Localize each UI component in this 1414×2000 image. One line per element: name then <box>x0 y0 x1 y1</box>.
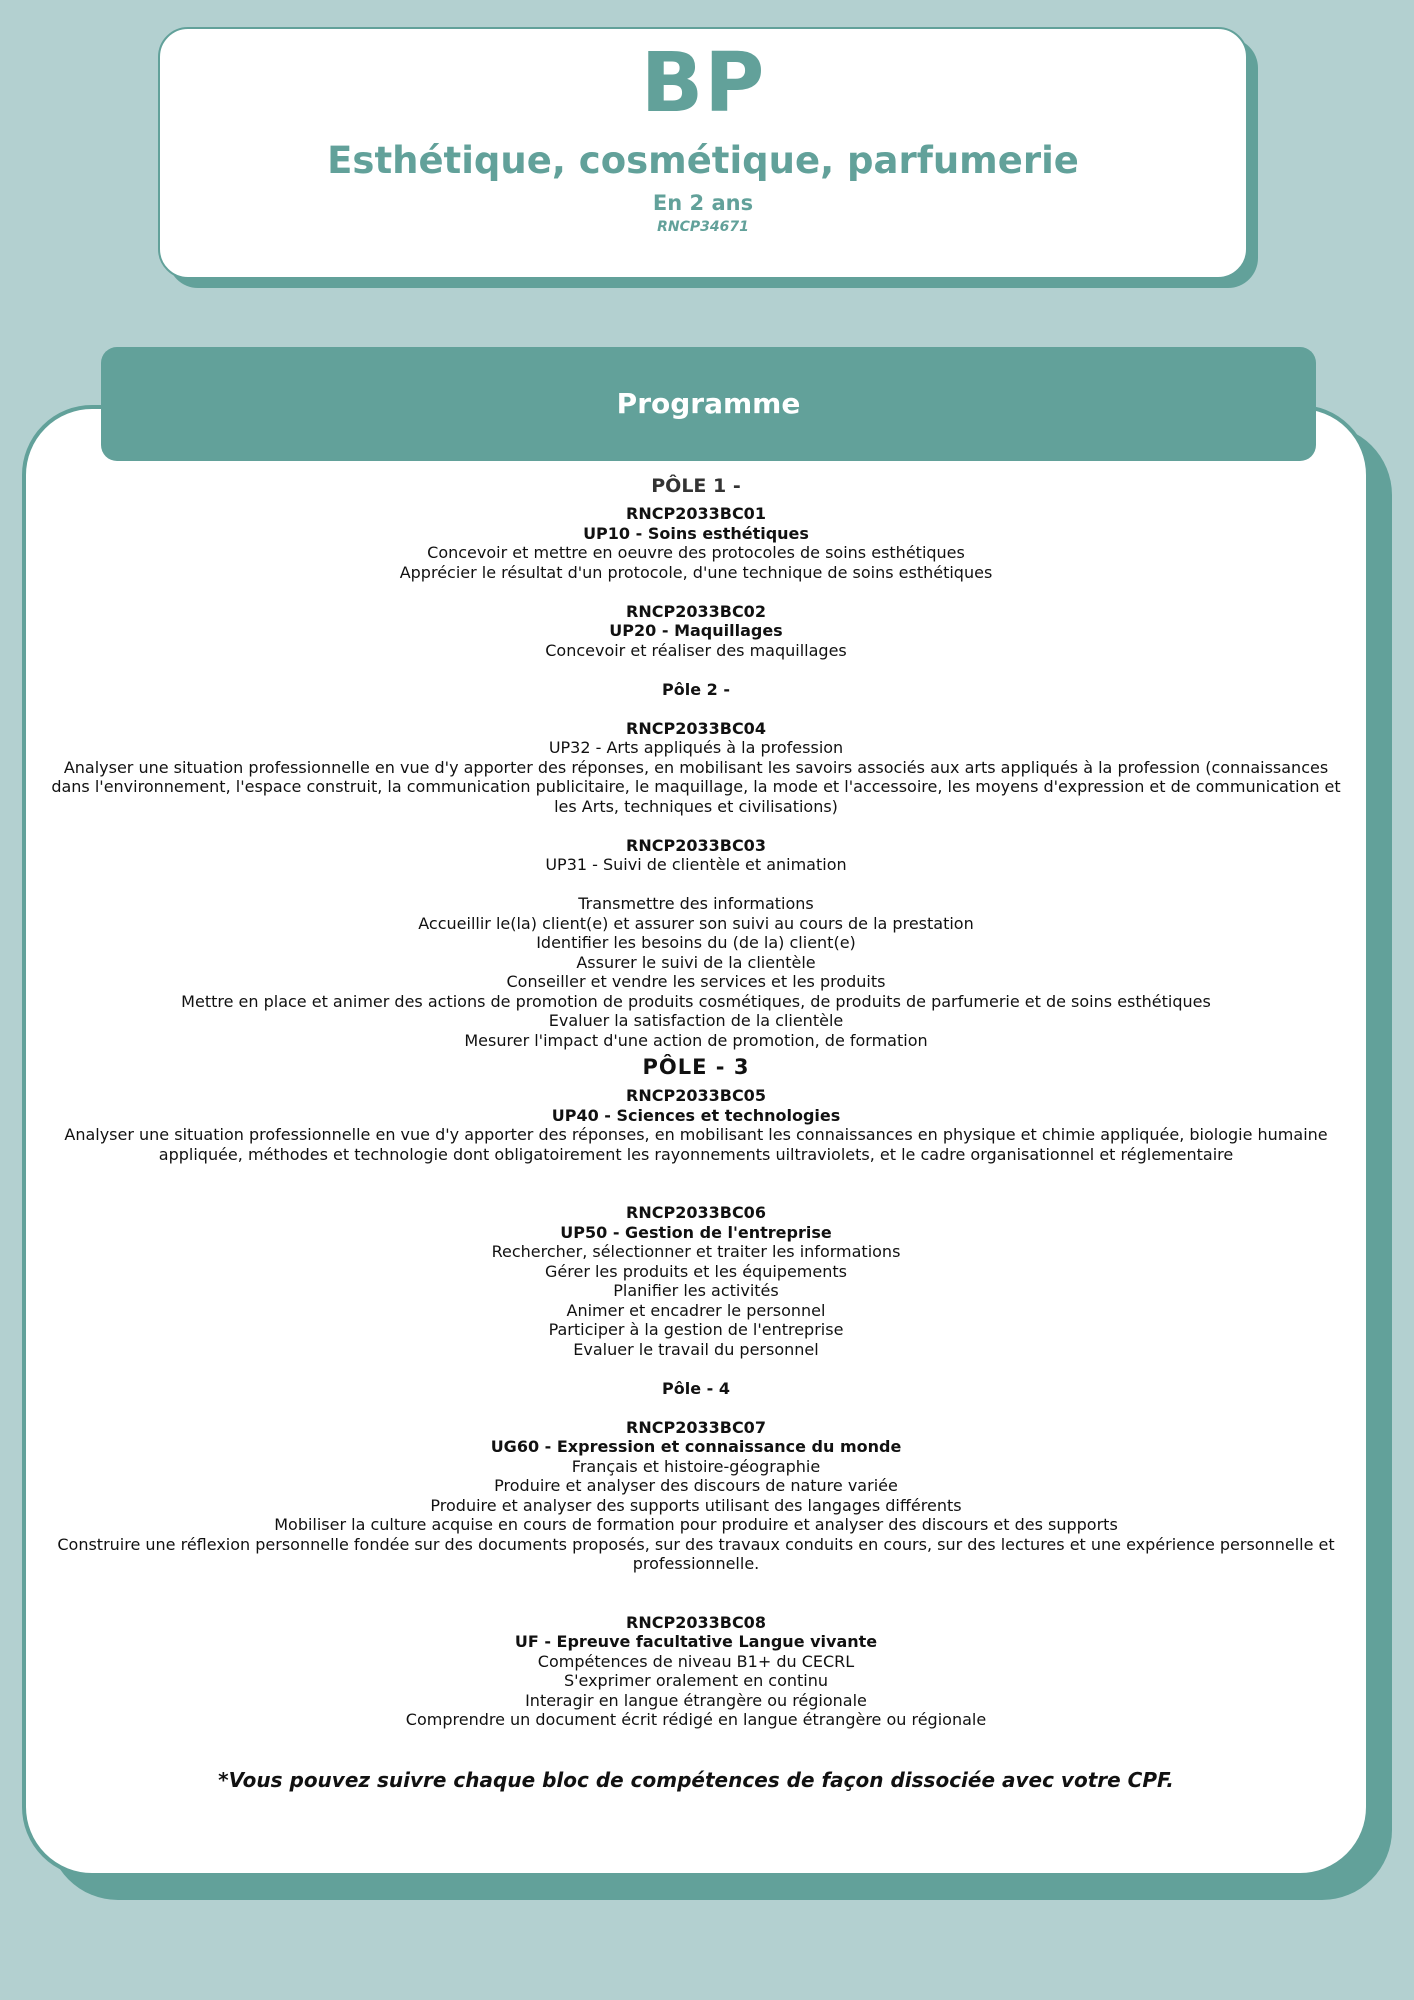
block-code: RNCP2033BC07 <box>626 1417 766 1437</box>
block-item: Assurer le suivi de la clientèle <box>576 952 816 972</box>
block-item: Mesurer l'impact d'une action de promotion, de formation <box>464 1030 928 1050</box>
block-item: Apprécier le résultat d'un protocole, d'une technique de soins esthétiques <box>399 562 993 582</box>
block-bc07 <box>44 1418 1348 1574</box>
block-bc06 <box>44 1203 1348 1359</box>
block-code: RNCP2033BC02 <box>626 601 766 621</box>
block-code: RNCP2033BC08 <box>626 1612 766 1632</box>
block-bc05 <box>44 1086 1348 1164</box>
cpf-note: *Vous pouvez suivre chaque bloc de compétences de façon dissociée avec votre CPF. <box>218 1768 1174 1792</box>
block-item: Conseiller et vendre les services et les produits <box>506 972 886 991</box>
block-item: Rechercher, sélectionner et traiter les informations <box>491 1242 901 1261</box>
block-item: Planifier les activités <box>613 1281 779 1300</box>
block-title: UP32 - Arts appliqués à la profession <box>548 738 844 757</box>
diploma-acronym: BP <box>640 36 766 131</box>
block-item: Identifier les besoins du (de la) client(e) <box>536 933 856 952</box>
block-item: Gérer les produits et les équipements <box>545 1261 847 1281</box>
block-item: Mobiliser la culture acquise en cours de formation pour produire et analyser des discours et des supports <box>274 1515 1118 1534</box>
block-item: Participer à la gestion de l'entreprise <box>548 1320 844 1339</box>
block-item: Animer et encadrer le personnel <box>566 1300 826 1320</box>
pole-1-heading: PÔLE 1 - <box>651 475 741 497</box>
block-item: Evaluer la satisfaction de la clientèle <box>548 1011 844 1030</box>
block-code: RNCP2033BC05 <box>626 1086 766 1105</box>
block-item: Mettre en place et animer des actions de promotion de produits cosmétiques, de produits de parfumerie et de soins esthétiques <box>181 991 1211 1011</box>
block-code: RNCP2033BC03 <box>626 835 766 855</box>
duration: En 2 ans <box>652 191 754 216</box>
block-item: Construire une réflexion personnelle fondée sur des documents proposés, sur des travaux conduits en cours, sur des lectures et une expérience personnelle et professionnelle. <box>57 1534 1335 1573</box>
block-title: UP50 - Gestion de l'entreprise <box>560 1222 832 1242</box>
block-bc03 <box>44 836 1348 1051</box>
block-item: Accueillir le(la) client(e) et assurer son suivi au cours de la prestation <box>418 913 974 933</box>
diploma-title: Esthétique, cosmétique, parfumerie <box>327 139 1079 182</box>
block-title: UP31 - Suivi de clientèle et animation <box>545 855 847 874</box>
pole-3-heading: PÔLE - 3 <box>642 1055 750 1079</box>
block-title: UP10 - Soins esthétiques <box>583 523 809 543</box>
block-item: Produire et analyser des supports utilisant des langages différents <box>430 1495 962 1515</box>
block-code: RNCP2033BC06 <box>626 1203 766 1222</box>
block-item: Produire et analyser des discours de nature variée <box>494 1476 898 1495</box>
block-item: S'exprimer oralement en continu <box>563 1671 829 1690</box>
block-item: Compétences de niveau B1+ du CECRL <box>537 1651 855 1671</box>
block-bc01 <box>44 504 1348 582</box>
block-code: RNCP2033BC01 <box>626 504 766 523</box>
block-item: Comprendre un document écrit rédigé en langue étrangère ou régionale <box>405 1710 987 1729</box>
block-item: Interagir en langue étrangère ou régionale <box>525 1690 867 1710</box>
block-title: UP40 - Sciences et technologies <box>551 1105 841 1125</box>
programme-banner: Programme <box>101 347 1316 461</box>
block-item: Evaluer le travail du personnel <box>573 1339 819 1359</box>
block-title: UP20 - Maquillages <box>609 621 783 640</box>
block-item: Transmettre des informations <box>578 894 814 913</box>
rncp-code: RNCP34671 <box>657 219 749 236</box>
programme-content <box>44 472 1348 1791</box>
block-item: Analyser une situation professionnelle en vue d'y apporter des réponses, en mobilisant les savoirs associés aux arts appliqués à la profession (connaissances dans l'environnement, l'espace construit, la communication publicitaire, le maquillage, la mode et l'accessoire, les moyens d'expression et de communication et les Arts, techniques et civilisations) <box>51 757 1341 816</box>
block-title: UG60 - Expression et connaissance du monde <box>490 1437 902 1456</box>
block-code: RNCP2033BC04 <box>626 718 766 738</box>
pole-2-heading: Pôle 2 - <box>662 679 730 699</box>
block-item: Concevoir et mettre en oeuvre des protocoles de soins esthétiques <box>427 543 965 562</box>
pole-4-heading: Pôle - 4 <box>662 1378 730 1398</box>
block-item: Concevoir et réaliser des maquillages <box>545 640 847 660</box>
block-title: UF - Epreuve facultative Langue vivante <box>514 1632 878 1651</box>
header-card <box>158 27 1248 279</box>
block-bc08 <box>44 1613 1348 1730</box>
block-bc04 <box>44 719 1348 817</box>
block-item: Français et histoire-géographie <box>571 1456 821 1476</box>
block-bc02 <box>44 602 1348 661</box>
block-item: Analyser une situation professionnelle en vue d'y apporter des réponses, en mobilisant les connaissances en physique et chimie appliquée, biologie humaine appliquée, méthodes et technologie dont obligatoirement les rayonnements uiltraviolets, et le cadre organisationnel et réglementaire <box>64 1125 1328 1164</box>
